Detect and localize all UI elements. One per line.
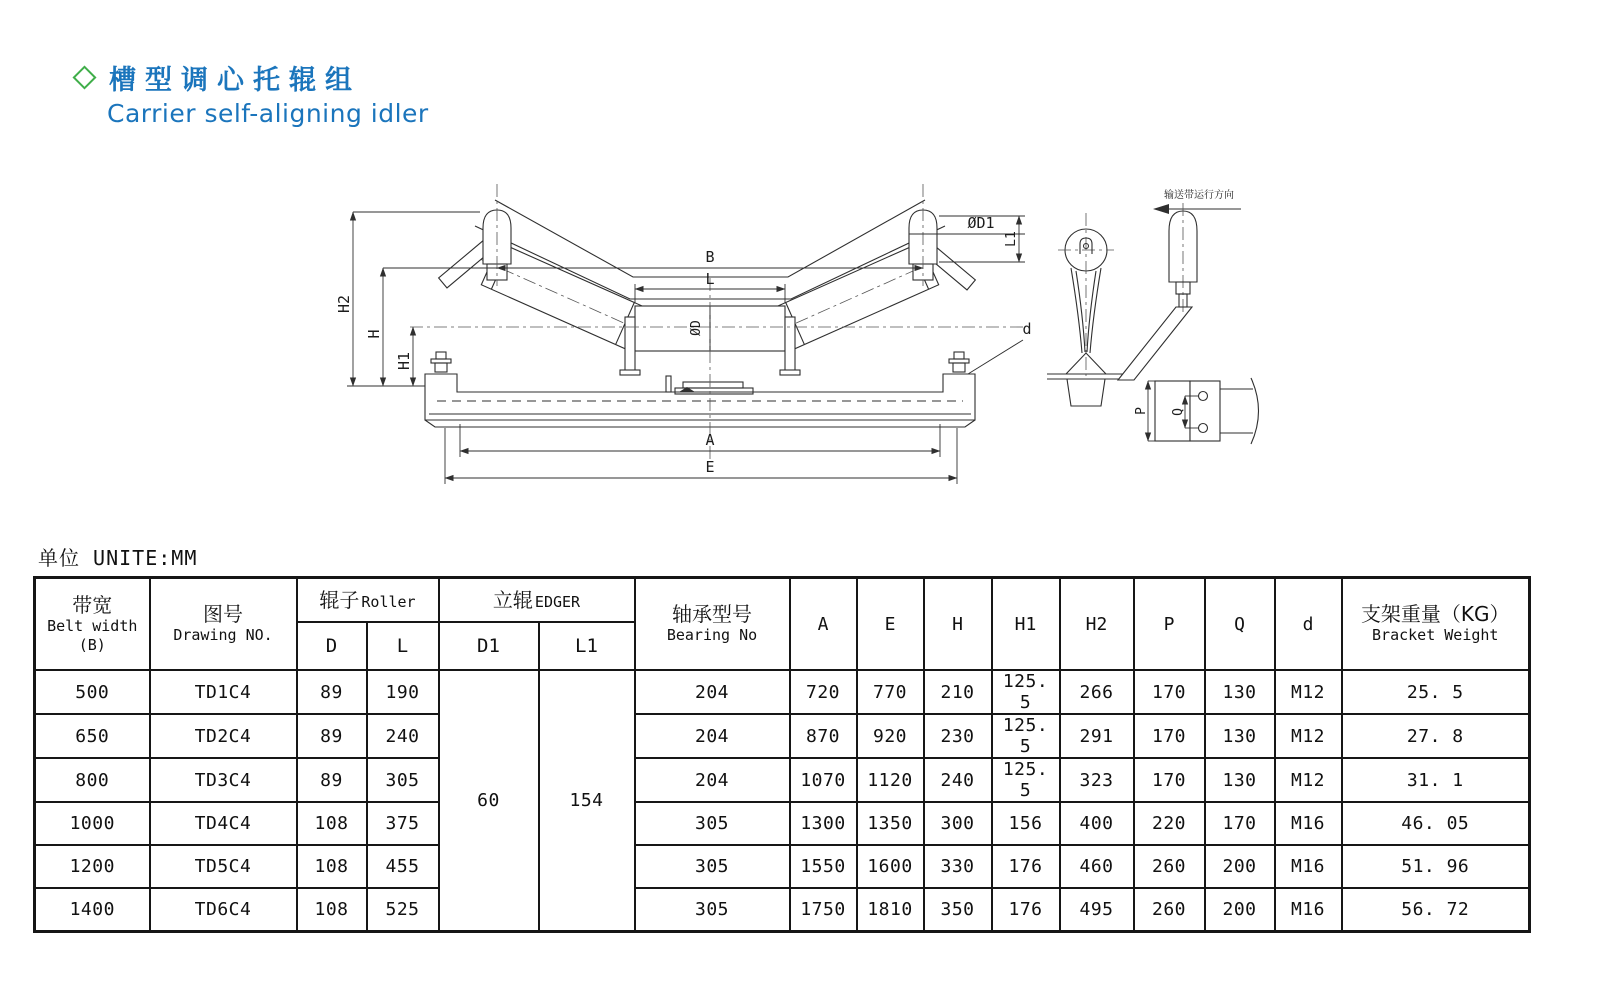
cell-dd: M16 [1275, 802, 1342, 845]
dim-label-L: L [705, 270, 715, 288]
dim-label-E: E [705, 458, 715, 476]
cell-h: 330 [924, 845, 992, 888]
col-header-H1: H1 [992, 578, 1060, 671]
spec-table [33, 576, 1531, 933]
cell-e: 1350 [857, 802, 924, 845]
dim-label-H1: H1 [395, 351, 413, 371]
cell-h1: 125. 5 [992, 758, 1060, 802]
col-header-d: d [1275, 578, 1342, 671]
cell-no: TD5C4 [150, 845, 297, 888]
col-header-D1: D1 [439, 622, 539, 670]
cell-belt: 650 [35, 714, 150, 758]
cell-bearing: 305 [635, 888, 790, 932]
table-row [35, 758, 1530, 802]
cell-h2: 460 [1060, 845, 1134, 888]
cell-h1: 176 [992, 888, 1060, 932]
cell-bearing: 305 [635, 845, 790, 888]
col-header-H2: H2 [1060, 578, 1134, 671]
bolt-right [949, 352, 969, 372]
cell-l: 375 [367, 802, 439, 845]
cell-q: 130 [1205, 758, 1275, 802]
table-row [35, 714, 1530, 758]
cell-a: 1070 [790, 758, 857, 802]
cell-p: 220 [1134, 802, 1205, 845]
cell-l: 525 [367, 888, 439, 932]
dim-label-B: B [705, 248, 715, 266]
col-header-drawing-no: 图号 Drawing NO. [150, 578, 297, 671]
cell-d: 108 [297, 845, 367, 888]
technical-drawing-area [325, 156, 1265, 508]
cell-p: 170 [1134, 670, 1205, 714]
direction-arrow-icon [1153, 204, 1169, 214]
cell-d: 89 [297, 758, 367, 802]
dim-label-Q: Q [1171, 408, 1186, 416]
cell-belt: 1400 [35, 888, 150, 932]
cell-l1-merged: 154 [539, 670, 635, 932]
cell-l: 190 [367, 670, 439, 714]
dim-label-OD: ØD [689, 320, 704, 336]
cell-q: 200 [1205, 888, 1275, 932]
diamond-icon [72, 65, 96, 89]
cell-h1: 176 [992, 845, 1060, 888]
cell-h: 350 [924, 888, 992, 932]
cell-no: TD1C4 [150, 670, 297, 714]
technical-drawing [325, 156, 1265, 508]
cell-p: 260 [1134, 845, 1205, 888]
cell-weight: 25. 5 [1342, 670, 1530, 714]
cell-h: 240 [924, 758, 992, 802]
cell-e: 1600 [857, 845, 924, 888]
cell-p: 260 [1134, 888, 1205, 932]
unit-note: 单位 UNITE:MM [38, 546, 198, 570]
col-header-roller: 辊子 Roller [297, 578, 439, 623]
col-header-Q: Q [1205, 578, 1275, 671]
cell-e: 1810 [857, 888, 924, 932]
dim-label-OD1: ØD1 [967, 214, 995, 232]
cell-h: 230 [924, 714, 992, 758]
cell-d: 108 [297, 888, 367, 932]
cell-d: 89 [297, 714, 367, 758]
cell-no: TD6C4 [150, 888, 297, 932]
cell-weight: 51. 96 [1342, 845, 1530, 888]
bolt-left [431, 352, 451, 372]
cell-a: 1550 [790, 845, 857, 888]
cell-h2: 400 [1060, 802, 1134, 845]
cell-e: 1120 [857, 758, 924, 802]
cell-weight: 27. 8 [1342, 714, 1530, 758]
cell-no: TD3C4 [150, 758, 297, 802]
cell-a: 1300 [790, 802, 857, 845]
cell-dd: M12 [1275, 670, 1342, 714]
cell-belt: 800 [35, 758, 150, 802]
table-row [35, 802, 1530, 845]
cell-e: 770 [857, 670, 924, 714]
cell-belt: 500 [35, 670, 150, 714]
cell-no: TD4C4 [150, 802, 297, 845]
cell-dd: M12 [1275, 714, 1342, 758]
table-row [35, 845, 1530, 888]
cell-a: 870 [790, 714, 857, 758]
cell-l: 305 [367, 758, 439, 802]
dim-label-H: H [365, 329, 383, 339]
cell-h: 300 [924, 802, 992, 845]
cell-h1: 125. 5 [992, 714, 1060, 758]
col-header-A: A [790, 578, 857, 671]
page-title-en: Carrier self-aligning idler [107, 99, 429, 128]
belt-direction-label: 输送带运行方向 [1164, 190, 1234, 201]
cell-d1-merged: 60 [439, 670, 539, 932]
col-header-E: E [857, 578, 924, 671]
cell-dd: M16 [1275, 888, 1342, 932]
dim-label-L1: L1 [1004, 231, 1019, 247]
cell-q: 170 [1205, 802, 1275, 845]
cell-dd: M12 [1275, 758, 1342, 802]
cell-weight: 31. 1 [1342, 758, 1530, 802]
col-header-bracket-weight: 支架重量（KG） Bracket Weight [1342, 578, 1530, 671]
cell-bearing: 204 [635, 758, 790, 802]
cell-d: 108 [297, 802, 367, 845]
dim-label-P: P [1134, 407, 1149, 415]
cell-h1: 125. 5 [992, 670, 1060, 714]
cell-belt: 1200 [35, 845, 150, 888]
cell-h2: 495 [1060, 888, 1134, 932]
col-header-D: D [297, 622, 367, 670]
dim-label-H2: H2 [335, 294, 353, 314]
cell-h2: 266 [1060, 670, 1134, 714]
col-header-P: P [1134, 578, 1205, 671]
cell-belt: 1000 [35, 802, 150, 845]
cell-weight: 56. 72 [1342, 888, 1530, 932]
col-header-belt-width: 带宽 Belt width (B) [35, 578, 150, 671]
dim-label-A: A [705, 431, 715, 449]
side-view [1047, 188, 1259, 444]
cell-p: 170 [1134, 758, 1205, 802]
page-title-zh: 槽型调心托辊组 [109, 65, 361, 96]
table-row [35, 670, 1530, 714]
col-header-L: L [367, 622, 439, 670]
cell-h: 210 [924, 670, 992, 714]
cell-a: 1750 [790, 888, 857, 932]
cell-bearing: 204 [635, 714, 790, 758]
col-header-L1: L1 [539, 622, 635, 670]
front-view [410, 184, 1025, 461]
cell-a: 720 [790, 670, 857, 714]
cell-e: 920 [857, 714, 924, 758]
cell-h1: 156 [992, 802, 1060, 845]
dim-label-d: d [1022, 320, 1032, 338]
cell-q: 130 [1205, 670, 1275, 714]
cell-bearing: 305 [635, 802, 790, 845]
cell-no: TD2C4 [150, 714, 297, 758]
cell-l: 455 [367, 845, 439, 888]
cell-h2: 323 [1060, 758, 1134, 802]
table-row [35, 888, 1530, 932]
col-header-H: H [924, 578, 992, 671]
cell-q: 130 [1205, 714, 1275, 758]
cell-p: 170 [1134, 714, 1205, 758]
cell-weight: 46. 05 [1342, 802, 1530, 845]
cell-q: 200 [1205, 845, 1275, 888]
cell-bearing: 204 [635, 670, 790, 714]
cell-dd: M16 [1275, 845, 1342, 888]
col-header-bearing: 轴承型号 Bearing No [635, 578, 790, 671]
cell-h2: 291 [1060, 714, 1134, 758]
col-header-edger: 立辊 EDGER [439, 578, 635, 623]
page-title-block [73, 58, 429, 128]
cell-d: 89 [297, 670, 367, 714]
cell-l: 240 [367, 714, 439, 758]
